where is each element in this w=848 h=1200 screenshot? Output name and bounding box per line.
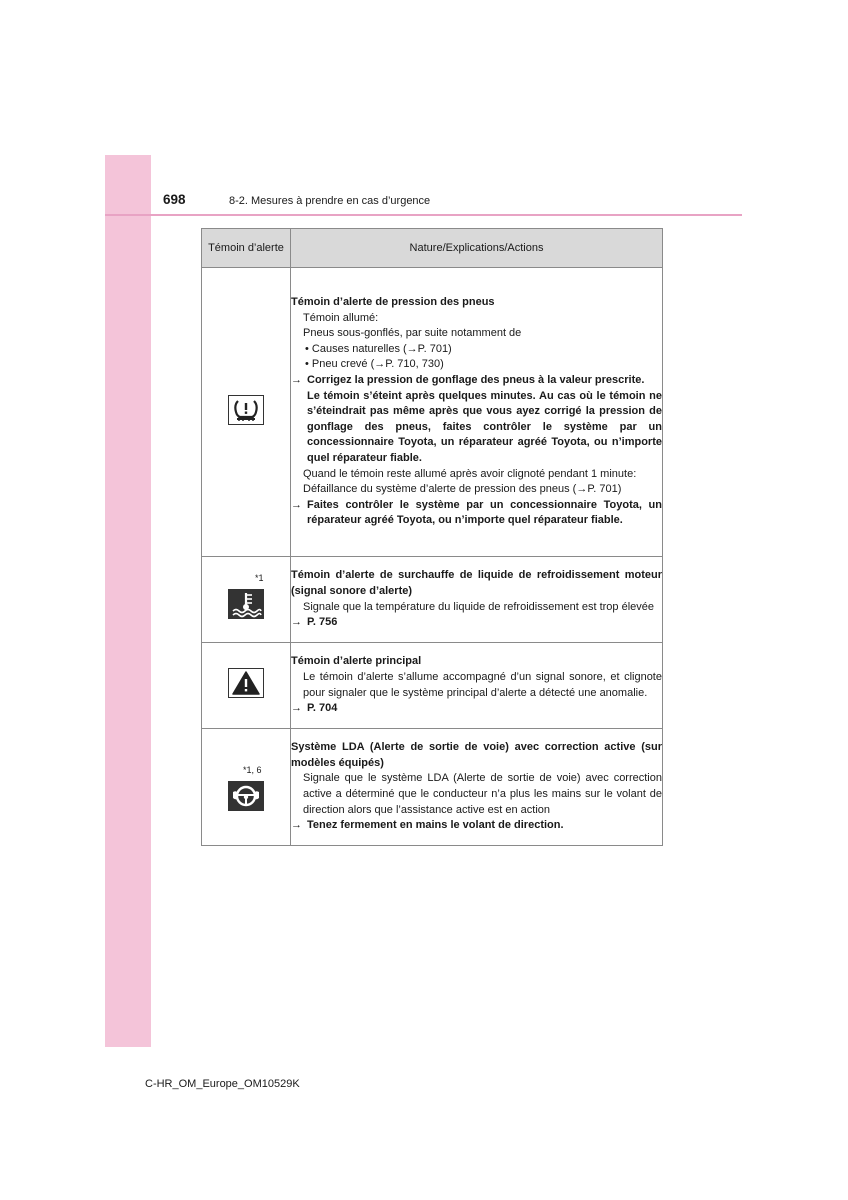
footnote-ref: *1: [255, 573, 264, 583]
description-cell: [291, 729, 663, 846]
row-title: Système LDA (Alerte de sortie de voie) avec correction active (sur modèles équipés): [291, 741, 662, 769]
arrow-icon: →: [291, 819, 302, 832]
col-header-nature: Nature/Explications/Actions: [291, 229, 663, 268]
col-header-indicator: Témoin d’alerte: [202, 229, 291, 268]
arrow-icon: →: [291, 616, 302, 629]
table-row: [202, 557, 663, 643]
action-item: → Corrigez la pression de gonflage des pneus à la valeur prescrite.: [291, 373, 662, 389]
arrow-icon: →: [291, 498, 302, 511]
page-number: 698: [163, 192, 186, 207]
bullet-item: • Causes naturelles (→P. 701): [305, 342, 452, 355]
row-text: Signale que la température du liquide de refroidissement est trop élevée: [303, 600, 654, 613]
row-title: Témoin d’alerte de pression des pneus: [291, 296, 495, 309]
footnote-ref: *1, 6: [243, 765, 262, 775]
indicator-cell: [202, 268, 291, 557]
section-title: 8-2. Mesures à prendre en cas d’urgence: [229, 195, 431, 207]
arrow-icon: →: [291, 374, 302, 387]
coolant-temperature-icon: [228, 589, 264, 619]
table-row: [202, 268, 663, 557]
indicator-cell: [202, 557, 291, 643]
action-item: → Faites contrôler le système par un concessionnaire Toyota, un réparateur agréé Toyota, ou n’importe quel réparateur fiable.: [291, 498, 662, 527]
row-text: Pneus sous-gonflés, par suite notamment de: [303, 327, 522, 340]
lda-steering-hands-icon: [228, 781, 264, 811]
header-rule: [105, 214, 742, 216]
row-text: Défaillance du système d’alerte de pression des pneus (→P. 701): [303, 483, 622, 496]
warning-light-table: [201, 228, 663, 846]
row-text: Quand le témoin reste allumé après avoir clignoté pendant 1 minute:: [303, 467, 637, 480]
side-tab-band: [105, 155, 151, 1047]
document-id: C-HR_OM_Europe_OM10529K: [145, 1078, 300, 1090]
description-cell: [291, 268, 663, 557]
action-note: Le témoin s’éteint après quelques minutes. Au cas où le témoin ne s’éteindrait pas même après que vous ayez corrigé la pression de gonflage des pneus, faites contrôler le système par un concessionnaire Toyota, un réparateur agréé Toyota, ou n’importe quel réparateur fiable.: [307, 389, 662, 464]
description-cell: [291, 557, 663, 643]
table-header-row: [202, 229, 663, 268]
bullet-item: • Pneu crevé (→P. 710, 730): [305, 358, 444, 371]
indicator-cell: [202, 729, 291, 846]
row-title: Témoin d’alerte principal: [291, 655, 422, 668]
description-cell: [291, 643, 663, 729]
master-warning-icon: [228, 668, 264, 698]
action-item: → P. 756: [291, 615, 662, 631]
indicator-cell: [202, 643, 291, 729]
table-row: [202, 729, 663, 846]
action-item: → Tenez fermement en mains le volant de direction.: [291, 818, 662, 834]
row-text: Le témoin d’alerte s’allume accompagné d’un signal sonore, et clignote pour signaler que le système principal d’alerte a détecté une anomalie.: [303, 670, 662, 699]
action-item: → P. 704: [291, 701, 662, 717]
arrow-icon: →: [291, 702, 302, 715]
row-text: Signale que le système LDA (Alerte de sortie de voie) avec correction active a déterminé que le conducteur n’a plus les mains sur le volant de direction alors que l’assistance active est en action: [303, 772, 662, 816]
row-title: Témoin d’alerte de surchauffe de liquide de refroidissement moteur (signal sonore d’alerte): [291, 569, 662, 597]
table-row: [202, 643, 663, 729]
tire-pressure-warning-icon: [228, 395, 264, 425]
row-text: Témoin allumé:: [303, 311, 379, 324]
